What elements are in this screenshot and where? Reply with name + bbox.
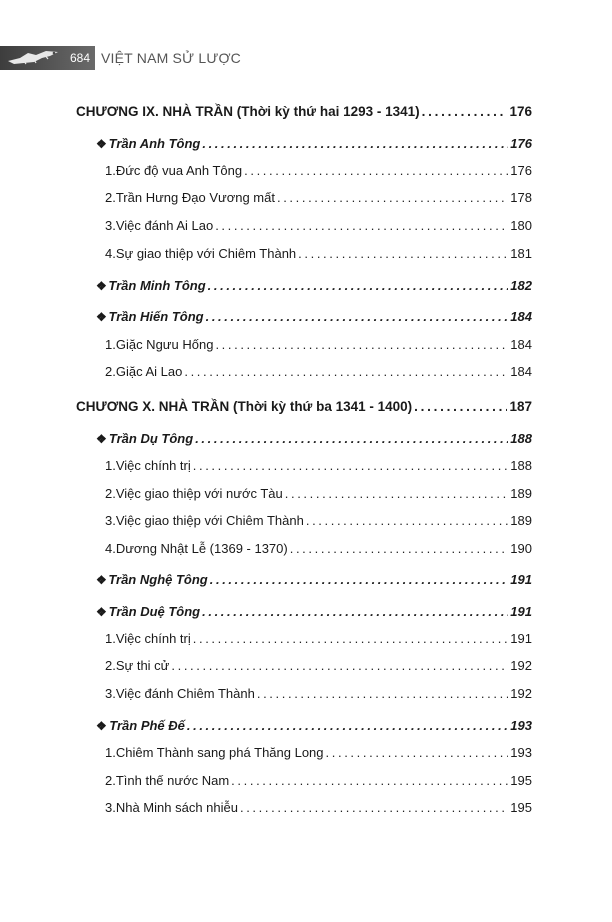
- toc-item-row: [105, 686, 532, 702]
- toc-entry-title: Việc giao thiệp với Chiêm Thành: [115, 513, 304, 528]
- toc-page-number: 176: [510, 163, 532, 178]
- dot-leader: [187, 718, 508, 734]
- dot-leader: [184, 364, 508, 380]
- toc-entry-title: Việc đánh Ai Lao: [115, 218, 214, 233]
- toc-item-row: [105, 658, 532, 674]
- dot-leader: [195, 431, 508, 447]
- dot-leader: [422, 104, 508, 120]
- diamond-bullet-icon: ❖: [96, 719, 107, 733]
- toc-entry-title: Tình thế nước Nam: [115, 773, 230, 788]
- toc-item-row: [105, 486, 532, 502]
- diamond-bullet-icon: ❖: [96, 432, 107, 446]
- toc-entry-title: Giặc Ai Lao: [115, 364, 183, 379]
- toc-item-number: 3.: [105, 513, 116, 528]
- toc-item-row: [105, 190, 532, 206]
- toc-entry-title: Việc giao thiệp với nước Tàu: [115, 486, 283, 501]
- dot-leader: [171, 658, 508, 674]
- toc-page-number: 189: [510, 486, 532, 501]
- dot-leader: [290, 541, 509, 557]
- toc-entry-title: Đức độ vua Anh Tông: [115, 163, 243, 178]
- header-bar: [0, 46, 95, 70]
- toc-item-number: 2.: [105, 364, 116, 379]
- toc-item-row: [105, 513, 532, 529]
- dot-leader: [206, 309, 509, 325]
- toc-chapter-row: [76, 399, 532, 415]
- toc-entry-title: Trần Anh Tông: [108, 136, 201, 151]
- toc-page-number: 193: [510, 745, 532, 760]
- toc-page-number: 176: [509, 104, 532, 119]
- toc-entry-title: Trần Minh Tông: [108, 278, 206, 293]
- dot-leader: [414, 399, 507, 415]
- dot-leader: [298, 246, 508, 262]
- toc-page-number: 176: [510, 136, 532, 151]
- toc-item-row: [105, 163, 532, 179]
- toc-item-row: [105, 364, 532, 380]
- toc-page-number: 191: [510, 604, 532, 619]
- dot-leader: [202, 136, 508, 152]
- dot-leader: [306, 513, 508, 529]
- toc-reign-row: [96, 572, 532, 588]
- running-title: VIỆT NAM SỬ LƯỢC: [101, 50, 241, 66]
- toc-reign-row: [96, 604, 532, 620]
- toc-item-number: 2.: [105, 773, 116, 788]
- dot-leader: [240, 800, 508, 816]
- toc-page-number: 192: [510, 658, 532, 673]
- toc-entry-title: Trần Phế Đế: [109, 718, 185, 733]
- dot-leader: [285, 486, 509, 502]
- dragon-logo-icon: [6, 49, 64, 67]
- toc-item-number: 1.: [105, 631, 116, 646]
- toc-reign-row: [96, 278, 532, 294]
- toc-item-row: [105, 337, 532, 353]
- toc-reign-row: [96, 309, 532, 325]
- toc-item-number: 4.: [105, 246, 116, 261]
- toc-item-row: [105, 218, 532, 234]
- toc-item-number: 4.: [105, 541, 116, 556]
- dot-leader: [257, 686, 508, 702]
- toc-page-number: 195: [510, 773, 532, 788]
- dot-leader: [193, 631, 509, 647]
- toc-page-number: 193: [510, 718, 532, 733]
- toc-entry-title: Sự thi cử: [115, 658, 170, 673]
- toc-page-number: 192: [510, 686, 532, 701]
- toc-page-number: 191: [510, 631, 532, 646]
- toc-page-number: 188: [510, 431, 532, 446]
- toc-entry-title: Việc chính trị: [115, 458, 191, 473]
- toc-entry-title: Chiêm Thành sang phá Thăng Long: [115, 745, 324, 760]
- dot-leader: [193, 458, 509, 474]
- toc-item-row: [105, 458, 532, 474]
- toc-page-number: 184: [510, 337, 532, 352]
- toc-page-number: 188: [510, 458, 532, 473]
- dot-leader: [231, 773, 508, 789]
- toc-entry-title: Giặc Ngưu Hống: [115, 337, 214, 352]
- diamond-bullet-icon: ❖: [96, 573, 107, 587]
- toc-entry-title: Trần Hiến Tông: [108, 309, 204, 324]
- page-number: 684: [70, 51, 91, 65]
- dot-leader: [215, 218, 508, 234]
- toc-page-number: 191: [510, 572, 532, 587]
- toc-page-number: 180: [510, 218, 532, 233]
- toc-item-number: 2.: [105, 190, 116, 205]
- toc-entry-title: Nhà Minh sách nhiễu: [115, 800, 238, 815]
- toc-entry-title: Việc chính trị: [115, 631, 191, 646]
- dot-leader: [244, 163, 508, 179]
- diamond-bullet-icon: ❖: [96, 137, 107, 151]
- diamond-bullet-icon: ❖: [96, 279, 107, 293]
- toc-page-number: 195: [510, 800, 532, 815]
- toc-page-number: 187: [509, 399, 532, 414]
- toc-entry-title: Trần Hưng Đạo Vương mất: [115, 190, 275, 205]
- toc-item-row: [105, 541, 532, 557]
- toc-reign-row: [96, 718, 532, 734]
- toc-entry-title: Dương Nhật Lễ (1369 - 1370): [115, 541, 288, 556]
- toc-entry-title: CHƯƠNG IX. NHÀ TRẦN (Thời kỳ thứ hai 1293 - 1341): [76, 104, 420, 119]
- toc-reign-row: [96, 136, 532, 152]
- toc-entry-title: Việc đánh Chiêm Thành: [115, 686, 255, 701]
- toc-chapter-row: [76, 104, 532, 120]
- toc-page-number: 189: [510, 513, 532, 528]
- dot-leader: [208, 278, 509, 294]
- toc-page-number: 182: [510, 278, 532, 293]
- diamond-bullet-icon: ❖: [96, 310, 107, 324]
- toc-item-number: 1.: [105, 163, 116, 178]
- toc-item-number: 3.: [105, 686, 116, 701]
- toc-item-row: [105, 800, 532, 816]
- dot-leader: [202, 604, 508, 620]
- toc-page-number: 184: [510, 364, 532, 379]
- toc-entry-title: Sự giao thiệp với Chiêm Thành: [115, 246, 297, 261]
- toc-entry-title: Trần Duệ Tông: [108, 604, 201, 619]
- toc-item-row: [105, 631, 532, 647]
- toc-page-number: 184: [510, 309, 532, 324]
- toc-item-number: 2.: [105, 658, 116, 673]
- diamond-bullet-icon: ❖: [96, 605, 107, 619]
- toc-page-number: 181: [510, 246, 532, 261]
- toc-item-row: [105, 246, 532, 262]
- toc-item-row: [105, 745, 532, 761]
- toc-item-number: 3.: [105, 218, 116, 233]
- toc-item-number: 2.: [105, 486, 116, 501]
- toc-page-number: 178: [510, 190, 532, 205]
- toc-item-number: 1.: [105, 337, 116, 352]
- toc-reign-row: [96, 431, 532, 447]
- toc-entry-title: Trần Nghệ Tông: [108, 572, 208, 587]
- dot-leader: [326, 745, 509, 761]
- page-header: [0, 46, 612, 72]
- toc-item-number: 1.: [105, 458, 116, 473]
- toc-item-number: 1.: [105, 745, 116, 760]
- toc-page-number: 190: [510, 541, 532, 556]
- toc-entry-title: CHƯƠNG X. NHÀ TRẦN (Thời kỳ thứ ba 1341 - 1400): [76, 399, 413, 414]
- dot-leader: [215, 337, 508, 353]
- toc-entry-title: Trần Dụ Tông: [108, 431, 194, 446]
- dot-leader: [277, 190, 508, 206]
- toc-item-row: [105, 773, 532, 789]
- dot-leader: [210, 572, 509, 588]
- toc-item-number: 3.: [105, 800, 116, 815]
